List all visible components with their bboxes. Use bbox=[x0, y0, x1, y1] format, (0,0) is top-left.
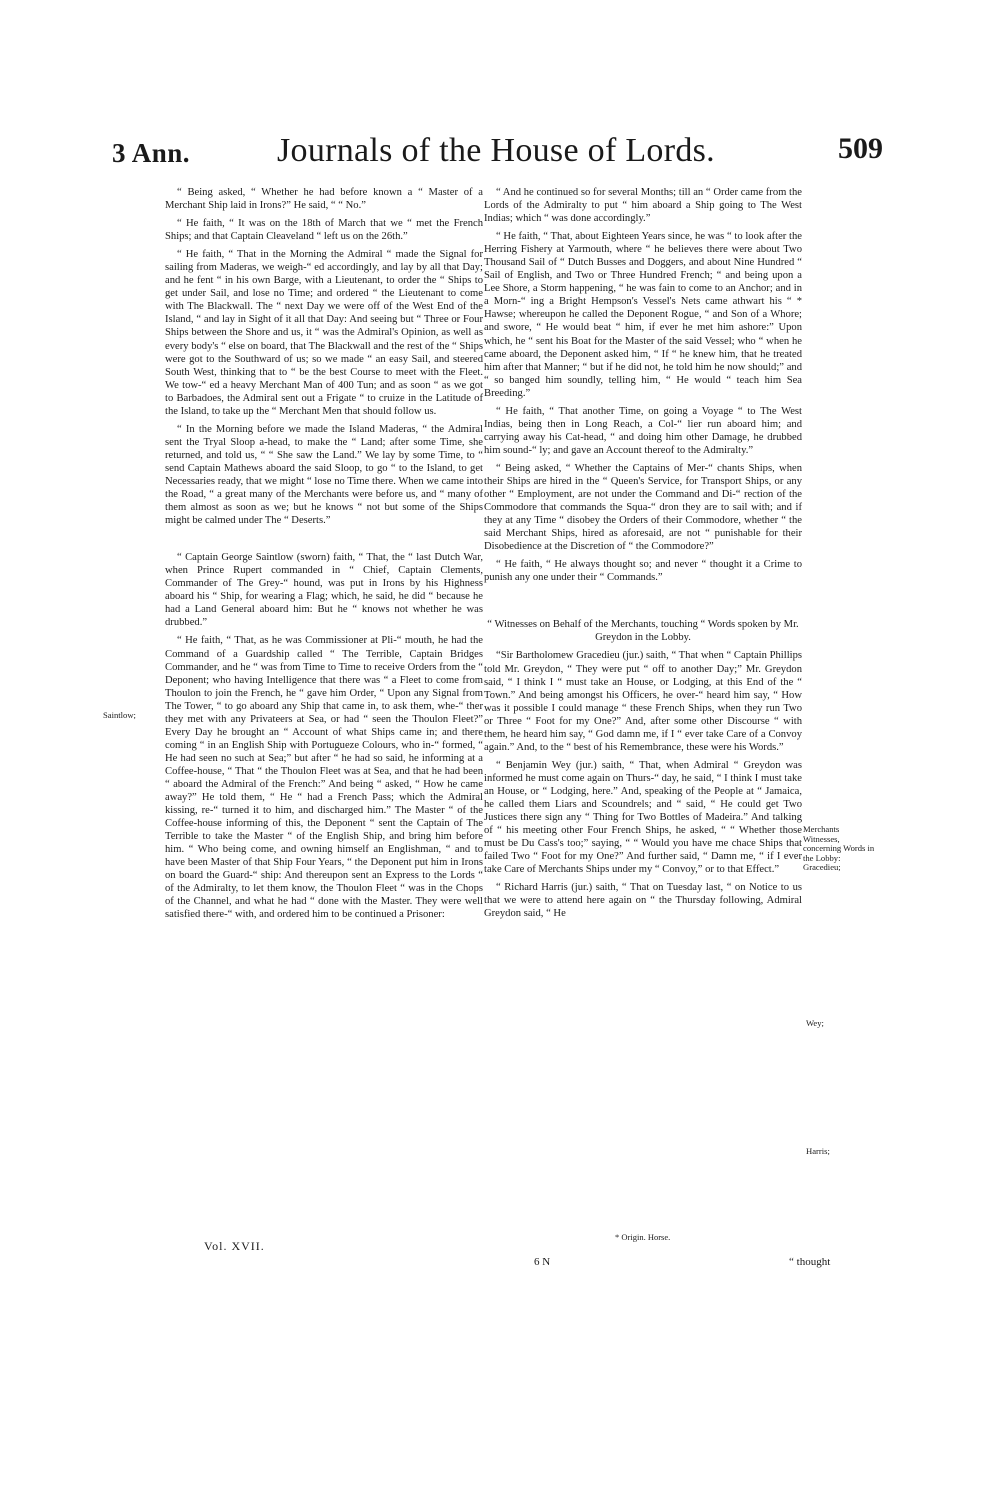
paragraph: “ Being asked, “ Whether he had before known a “ Master of a Merchant Ship laid in Irons?” He said, “ “ No.” bbox=[165, 187, 483, 212]
catchword: “ thought bbox=[789, 1256, 831, 1268]
paragraph: “ Being asked, “ Whether the Captains of Mer-“ chants Ships, when their Ships are hired in the “ Queen's Service, for Transport Ships, or any other “ Employment, are not under the Command and Di-“ rection of the Commodore that commands the Squa-“ dron they are to sail with; and if they at any Time “ disobey the Orders of their Commodore, whether “ the said Merchant Ships, hired as aforesaid, are not “ punishable for their Disobedience at the Discretion of “ the Commodore?” bbox=[484, 462, 802, 553]
paragraph: “ And he continued so for several Months; till an “ Order came from the Lords of the Admiralty to put “ him aboard a Ship going to The West Indias; which “ was done accordingly.” bbox=[484, 187, 802, 225]
right-column bbox=[484, 186, 802, 925]
paragraph: “ He faith, “ That in the Morning the Admiral “ made the Signal for sailing from Maderas, we weigh-“ ed accordingly, and lay by all that Day; and he fent “ in his own Barge, with a Lieutenant, to order the “ Ships to get under Sail, and lose no Time; and ordered “ the Lieutenant to come with The Blackwall. The “ next Day we were off of the West End of the Island, “ and lay in Sight of it all that Day: And seeing but “ Three or Four Ships between the Shore and us, it “ was the Admiral's Opinion, as well as every body's “ else on board, that The Blackwall and the rest of the “ Ships were got to the Southward of us; so we made “ an easy Sail, and steered South West, thinking that to “ be the best Course to meet with the Fleet. We tow-“ ed a heavy Merchant Man of 400 Tun; and as soon “ as we got to Barbadoes, the Admiral sent out a Frigate “ to cruize in the Latitude of the Island, to take up the “ Merchant Men that should follow us. bbox=[165, 249, 483, 417]
margin-note-merchants: Merchants Witnesses, concerning Words in the Lobby: Gracedieu; bbox=[803, 824, 875, 873]
paragraph: “ He faith, “ That, as he was Commissioner at Pli-“ mouth, he had the Command of a Guardship called “ The Terrible, Captain Bridges Commander, and he “ was from Time to Time to receive Orders from the “ Deponent; who having Intelligence that there was “ a Fleet to come from Thoulon to join the French, he “ gave him Order, “ Upon any Signal from The Tower, “ to go aboard any Ship that came in, to ask them, whe-“ ther they met with any Privateers at Sea, or had “ seen the Thoulon Fleet?” Every Day he brought an “ Account of what Ships came in; and there coming “ in an English Ship with Portugueze Colours, who in-“ formed, “ He had seen no such at Sea;” but after “ he had so said, he informing at a Coffee-house, “ That “ the Thoulon Fleet was at Sea, and that he had been “ aboard the Admiral of the French:” And being “ asked, “ How he came away?” He told them, “ He “ had a French Pass; which the Admiral kissing, re-“ turned it to him, and discharged him.” The Master “ of the Coffee-house informing of this, the Deponent “ sent the Captain of The Terrible to take the Master “ of the English Ship, and bring him before him. “ Who being come, and owning himself an Englishman, “ and to have been Master of that Ship Four Years, “ the Deponent put him in Irons on board the Guard-“ ship: And thereupon sent an Express to the Lords “ of the Admiralty, to let them know, the Thoulon Fleet “ was in the Chops of the Channel, and what he had “ done with the Master. They were well satisfied there-“ with, and ordered him to be continued a Prisoner: bbox=[165, 635, 483, 921]
margin-note-harris: Harris; bbox=[806, 1146, 830, 1156]
volume-label: Vol. XVII. bbox=[204, 1239, 265, 1253]
regnal-year: 3 Ann. bbox=[112, 138, 191, 168]
paragraph: “ He faith, “ That, about Eighteen Years since, he was “ to look after the Herring Fishery at Yarmouth, where “ he believes there were about Two Thousand Sail of “ Dutch Busses and Doggers, and about Nine Hundred “ Sail of English, and Two or Three Hundred French; “ and being upon a Lee Shore, a Storm happening, “ he was fain to come to an Anchor; and in a Morn-“ ing a Bright Hempson's Vessel's Nets came athwart his “ * Hawse; whereupon he called the Deponent Rogue, “ and Son of a Whore; and swore, “ He would beat “ him, if ever he met him ashore:” Upon which, he “ sent his Boat for the Master of the said Vessel; who “ when he came aboard, the Deponent asked him, “ If “ he knew him, that he treated him after that Manner; “ but if he did not, he told him he now should;” and “ so banged him soundly, telling him, “ He would “ teach him Sea Breeding.” bbox=[484, 231, 802, 399]
footnote: * Origin. Horse. bbox=[615, 1232, 671, 1242]
paragraph: “ He faith, “ He always thought so; and never “ thought it a Crime to punish any one under their “ Commands.” bbox=[484, 559, 802, 584]
left-column bbox=[165, 186, 483, 926]
margin-note-saintlow: Saintlow; bbox=[103, 710, 136, 720]
paragraph: “ Richard Harris (jur.) saith, “ That on Tuesday last, “ on Notice to us that we were to attend here again on “ the Thursday following, Admiral Greydon said, “ He bbox=[484, 882, 802, 920]
margin-note-wey: Wey; bbox=[806, 1018, 824, 1028]
paragraph: “ He faith, “ It was on the 18th of March that we “ met the French Ships; and that Captain Cleaveland “ left us on the 26th.” bbox=[165, 218, 483, 243]
paragraph: “ Benjamin Wey (jur.) saith, “ That, when Admiral “ Greydon was informed he must come again on Thurs-“ day, he said, “ I think I must take an House, or “ Lodging, here.” And, speaking of the People at “ Jamaica, he called them Liars and Scoundrels; and “ said, “ He could get Two Justices there sign any “ Thing for Two Bottles of Madeira.” And talking of “ his meeting other Four French Ships, he asked, “ “ Whether those must be Du Cass's too;” saying, “ “ Would you have me chace Ships that failed Two “ Foot for my One?” And further said, “ Damn me, “ if I ever take Care of Merchants Ships under my “ Convoy,” or to that Effect.” bbox=[484, 759, 802, 876]
paragraph: “ Captain George Saintlow (sworn) faith, “ That, the “ last Dutch War, when Prince Rupert commanded in “ Chief, Captain Clements, Commander of The Grey-“ hound, was put in Irons by his Highness aboard his “ Ship, for wearing a Flag; which, he said, he did “ because he had a Land General aboard him: But he “ knows not whether he was drubbed.” bbox=[165, 552, 483, 629]
page-number: 509 bbox=[838, 132, 883, 165]
paragraph: “Sir Bartholomew Gracedieu (jur.) saith, “ That when “ Captain Phillips told Mr. Greydon, “ They were put “ off to another Day;” Mr. Greydon said, “ I think I “ must take an House, or Lodging, at this End of the “ Town.” And being amongst his Officers, he over-“ heard him say, “ How was it possible I could manage “ these French Ships, when they run Two or Three “ Foot for my One?” And, after some other Discourse “ with them, he heard him say, “ God damn me, if I “ ever take Care of a Convoy again.” And, to the “ best of his Remembrance, these were his Words.” bbox=[484, 650, 802, 753]
paragraph: “ In the Morning before we made the Island Maderas, “ the Admiral sent the Tryal Sloop a-head, to make the “ Land; after some Time, she returned, and told us, “ “ She saw the Land.” We lay by some Time, to “ send Captain Mathews aboard the said Sloop, to go “ to the Island, to get Necessaries ready, that we might “ lose no Time there. When we came into the Road, “ a great many of the Merchants were before us, and “ many of them almost as soon as we; but he knows “ not but some of the Ships might be calmed under The “ Deserts.” bbox=[165, 423, 483, 527]
paragraph: “ He faith, “ That another Time, on going a Voyage “ to The West Indias, being then in Long Reach, a Col-“ lier run aboard him; and carrying away his Cat-head, “ and doing him other Damage, he drubbed him sound-“ ly; and gave an Account thereof to the Admiralty.” bbox=[484, 405, 802, 456]
section-heading: “ Witnesses on Behalf of the Merchants, touching “ Words spoken by Mr. Greydon in the Lobby. bbox=[487, 619, 799, 644]
page-title: Journals of the House of Lords. bbox=[276, 132, 715, 169]
signature-mark: 6 N bbox=[534, 1256, 551, 1268]
